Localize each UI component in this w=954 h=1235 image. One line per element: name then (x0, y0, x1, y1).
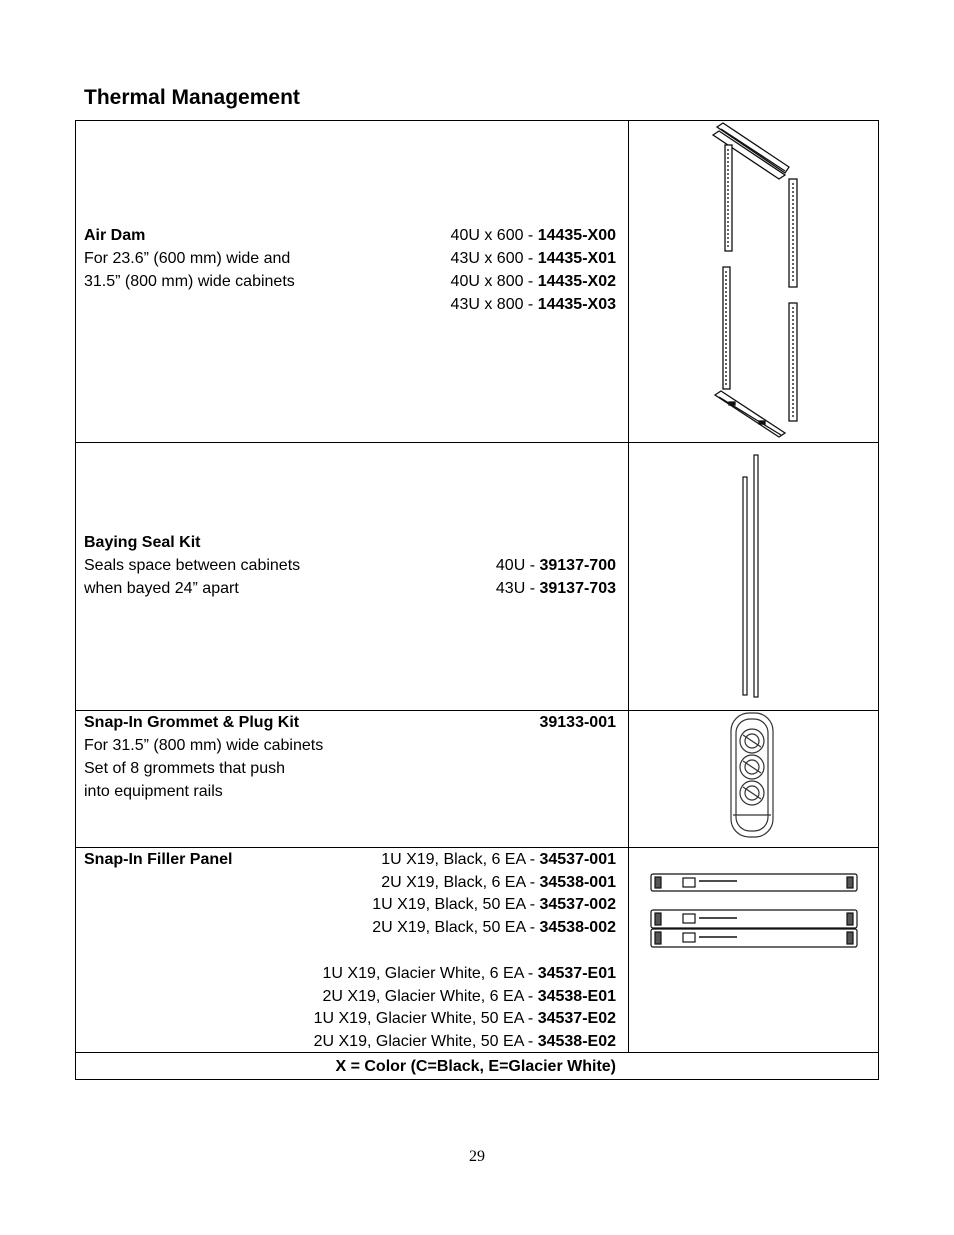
filler-panel-icon (629, 848, 878, 1053)
page-number: 29 (469, 1148, 485, 1165)
option-label: 1U X19, Glacier White, 50 EA - (313, 1010, 538, 1027)
option-line (381, 871, 616, 894)
part-number: 34537-002 (539, 896, 616, 913)
table-row-grommet-kit (76, 710, 878, 847)
product-name: Snap-In Filler Panel (84, 851, 233, 868)
image-cell (629, 711, 878, 847)
table-row-filler-panel (76, 847, 878, 1052)
product-description: For 23.6” (600 mm) wide and (84, 250, 291, 267)
option-line (451, 224, 616, 247)
option-line (314, 1007, 616, 1030)
product-description: Set of 8 grommets that push (84, 760, 285, 777)
option-line (496, 577, 616, 600)
part-number: 34538-E02 (537, 1033, 616, 1050)
option-label: 2U X19, Glacier White, 6 EA - (322, 988, 538, 1005)
option-label: 43U x 800 - (450, 296, 538, 313)
option-line (451, 270, 616, 293)
table-row-air-dam (76, 121, 878, 442)
part-number: 34538-001 (539, 874, 616, 891)
description-cell (76, 443, 629, 710)
product-description: For 31.5” (800 mm) wide cabinets (84, 737, 324, 754)
table-row-baying-seal (76, 442, 878, 710)
option-label: 2U X19, Black, 50 EA - (372, 919, 540, 936)
option-line (372, 893, 616, 916)
product-description: into equipment rails (84, 783, 223, 800)
option-label: 1U X19, Black, 6 EA - (381, 851, 540, 868)
description-cell (76, 711, 629, 847)
section-title: Thermal Management (84, 86, 300, 109)
option-label: 40U x 600 - (450, 227, 538, 244)
part-number: 14435-X00 (537, 227, 616, 244)
table-footer-row (76, 1052, 878, 1080)
part-number: 34538-002 (539, 919, 616, 936)
description-cell (76, 121, 629, 442)
product-name: Snap-In Grommet & Plug Kit (84, 714, 300, 731)
part-number: 39137-700 (539, 557, 616, 574)
product-table (75, 120, 879, 1080)
option-label: 1U X19, Glacier White, 6 EA - (322, 965, 538, 982)
option-label: 2U X19, Black, 6 EA - (381, 874, 540, 891)
option-line (381, 848, 616, 871)
product-name: Baying Seal Kit (84, 534, 201, 551)
option-line (451, 293, 616, 316)
option-label: 2U X19, Glacier White, 50 EA - (313, 1033, 538, 1050)
option-line (451, 247, 616, 270)
product-description: when bayed 24” apart (84, 580, 239, 597)
product-description: Seals space between cabinets (84, 557, 301, 574)
part-number: 14435-X03 (537, 296, 616, 313)
option-line (496, 554, 616, 577)
option-line (323, 985, 617, 1008)
color-code-note: X = Color (C=Black, E=Glacier White) (335, 1058, 616, 1075)
product-description: 31.5” (800 mm) wide cabinets (84, 273, 295, 290)
product-name: Air Dam (84, 227, 146, 244)
part-number: 14435-X01 (537, 250, 616, 267)
seal-strips-icon (629, 443, 878, 711)
grommet-icon (629, 711, 878, 848)
option-line (372, 916, 616, 939)
image-cell (629, 121, 878, 442)
part-number: 34537-001 (539, 851, 616, 868)
option-label: 1U X19, Black, 50 EA - (372, 896, 540, 913)
option-label: 40U - (495, 557, 540, 574)
part-number: 14435-X02 (537, 273, 616, 290)
part-number: 34537-E01 (537, 965, 616, 982)
option-line (314, 1030, 616, 1053)
option-line (323, 962, 617, 985)
image-cell (629, 848, 878, 1052)
option-label: 43U x 600 - (450, 250, 538, 267)
description-cell (76, 848, 629, 1052)
part-number: 39137-703 (539, 580, 616, 597)
part-number: 39133-001 (539, 714, 616, 731)
option-label: 40U x 800 - (450, 273, 538, 290)
part-number: 34537-E02 (537, 1010, 616, 1027)
part-number: 34538-E01 (537, 988, 616, 1005)
option-label: 43U - (495, 580, 540, 597)
image-cell (629, 443, 878, 710)
air-dam-rails-icon (629, 121, 878, 442)
